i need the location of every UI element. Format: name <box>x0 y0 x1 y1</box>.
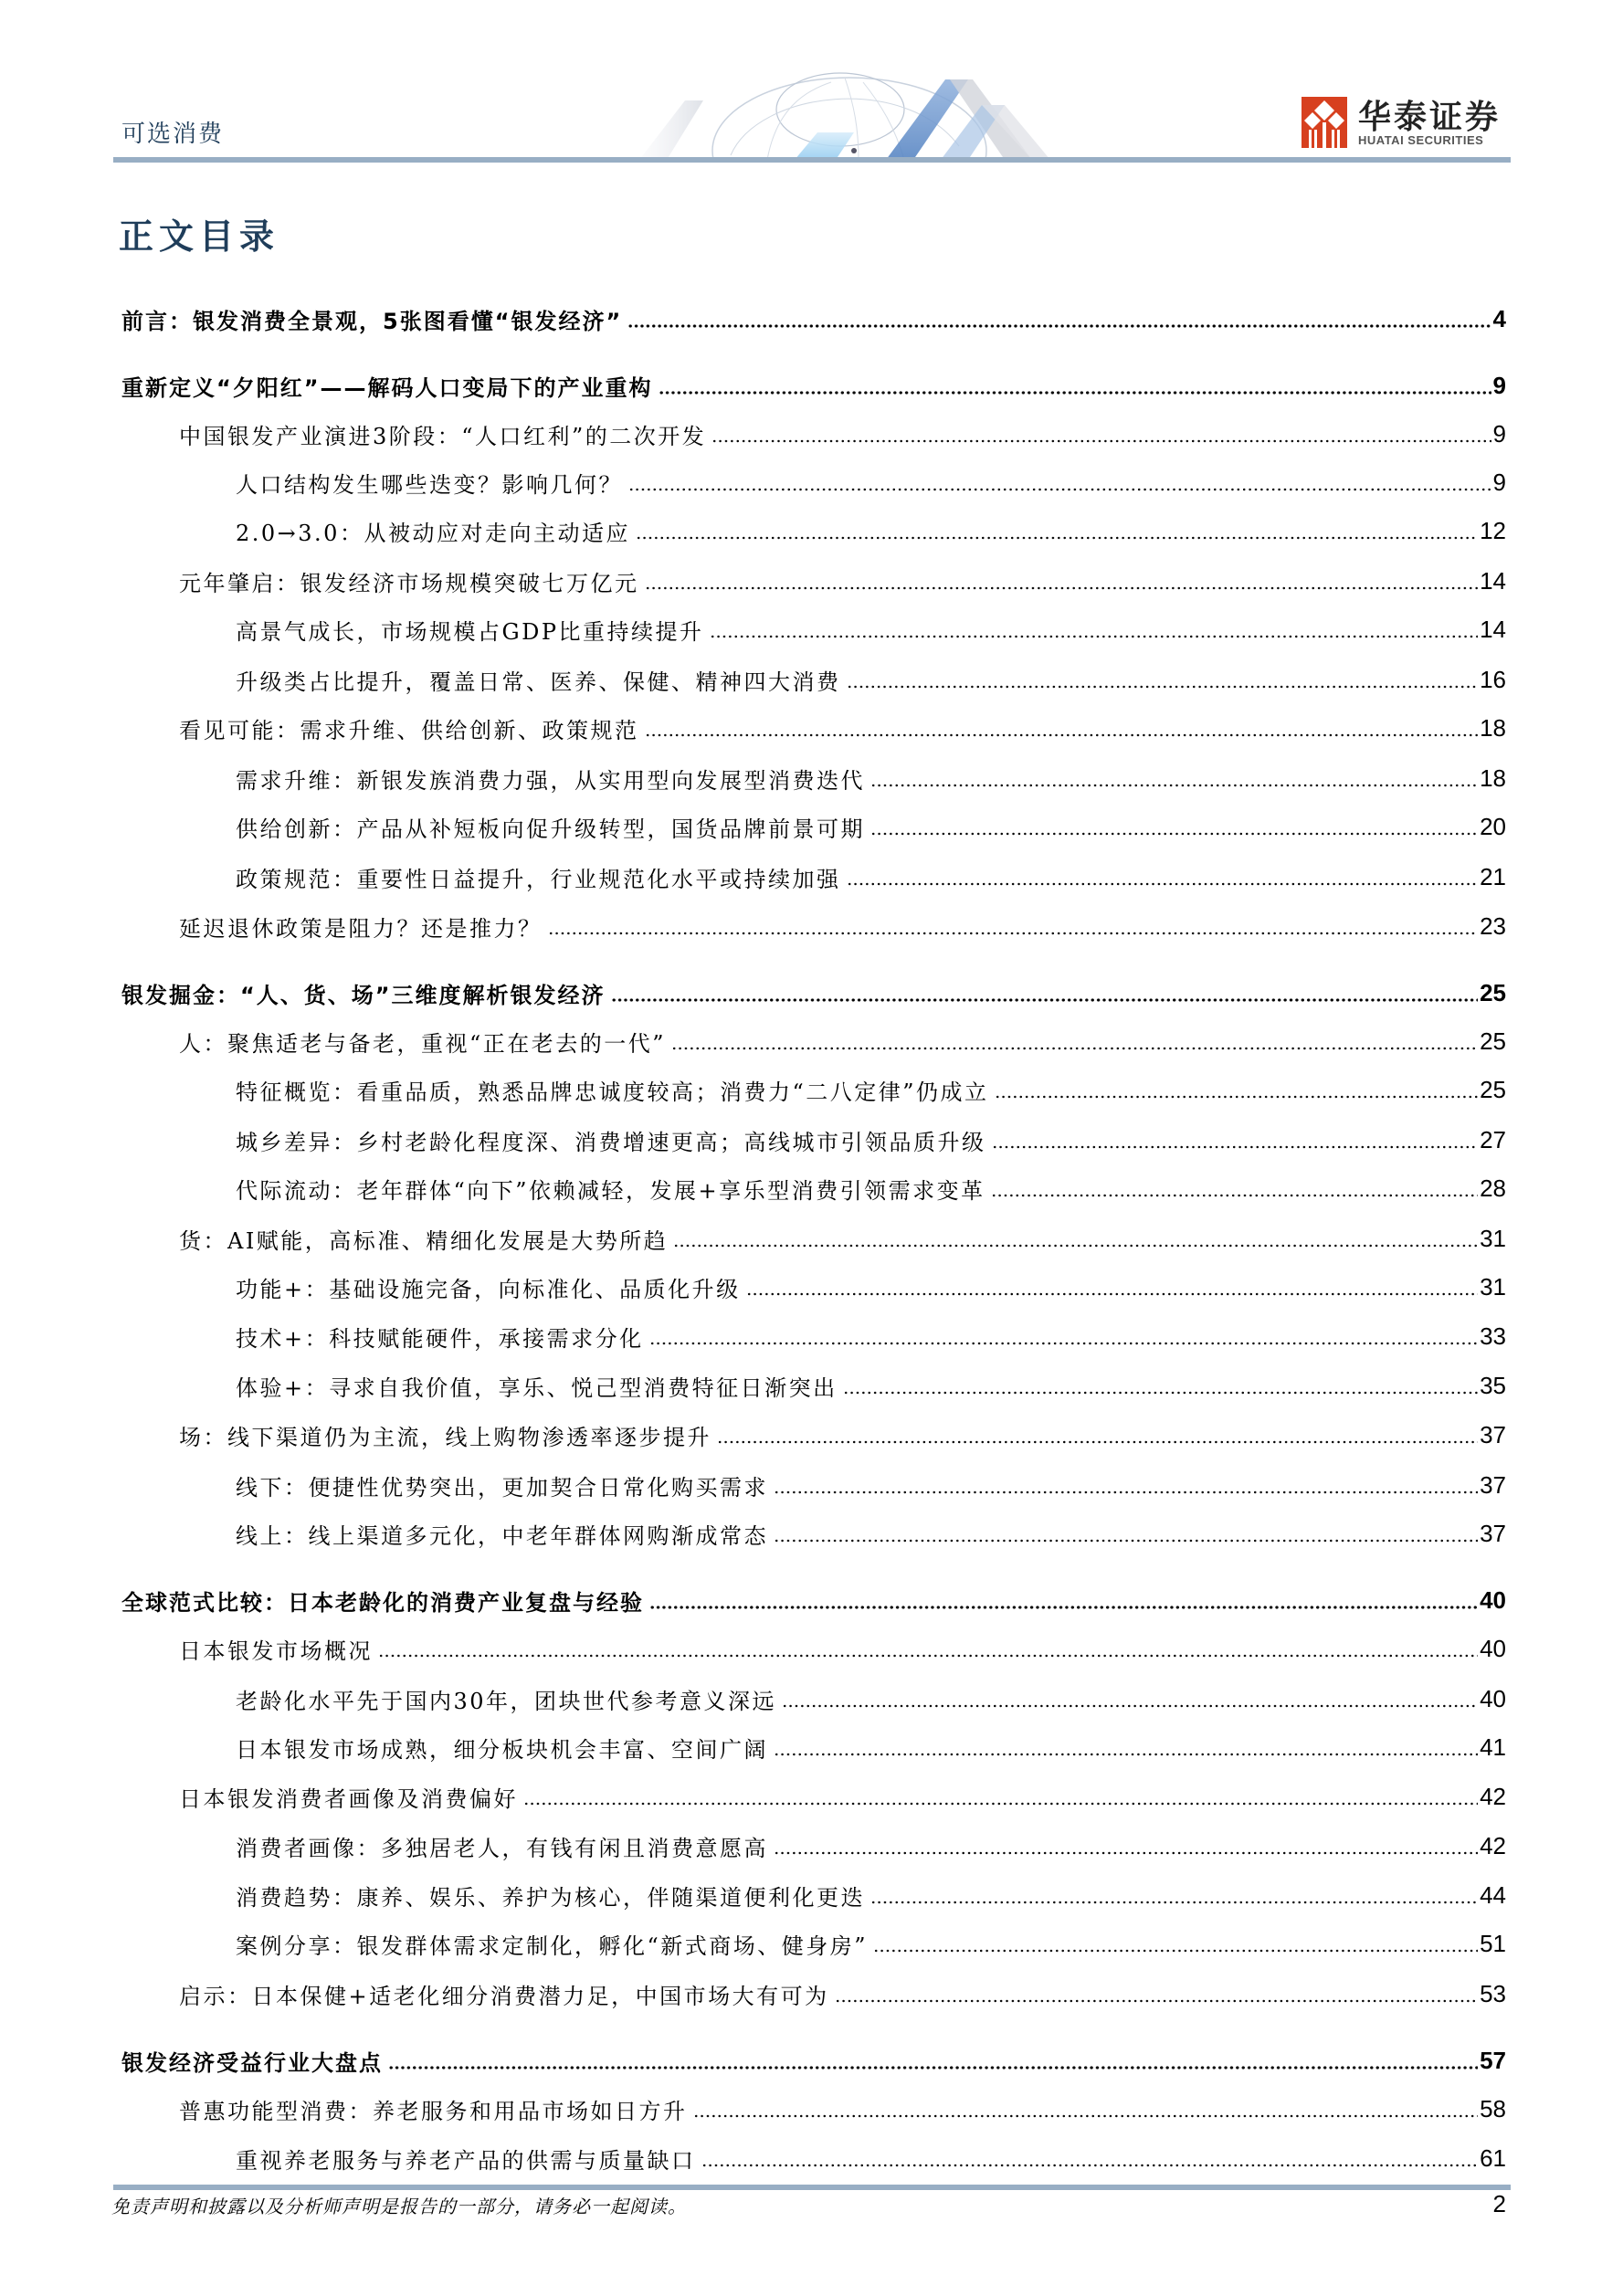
dot-leader <box>693 2114 1479 2118</box>
toc-entry[interactable] <box>236 1321 1506 1352</box>
toc-entry-page: 37 <box>1480 1519 1506 1547</box>
toc-entry-page: 16 <box>1480 665 1506 693</box>
toc-entry-title: 需求升维：新银发族消费力强，从实用型向发展型消费迭代 <box>236 767 865 794</box>
dot-leader <box>711 439 1491 443</box>
dot-leader <box>991 1194 1478 1197</box>
toc-entry[interactable] <box>121 977 1506 1008</box>
toc-entry-page: 37 <box>1480 1420 1506 1448</box>
dot-leader <box>774 1490 1478 1494</box>
toc-entry[interactable] <box>179 712 1506 743</box>
toc-entry-page: 27 <box>1480 1125 1506 1153</box>
toc-entry[interactable] <box>236 1074 1506 1105</box>
toc-entry-page: 42 <box>1480 1782 1506 1810</box>
dot-leader <box>873 1949 1478 1953</box>
toc-entry-page: 33 <box>1480 1322 1506 1350</box>
toc-entry-title: 日本银发消费者画像及消费偏好 <box>179 1785 518 1812</box>
dot-leader <box>847 882 1479 886</box>
dot-leader <box>671 1047 1478 1050</box>
toc-entry[interactable] <box>236 1173 1506 1204</box>
toc-entry-page: 9 <box>1492 419 1506 448</box>
toc-entry-title: 场：线下渠道仍为主流，线上购物渗透率逐步提升 <box>179 1424 711 1450</box>
toc-entry[interactable] <box>179 565 1506 596</box>
toc-entry-title: 高景气成长，市场规模占GDP比重持续提升 <box>236 618 704 645</box>
toc-entry-page: 14 <box>1480 615 1506 643</box>
toc-entry-title: 人：聚焦适老与备老，重视“正在老去的一代” <box>179 1030 667 1057</box>
toc-entry-page: 57 <box>1480 2046 1506 2074</box>
toc-entry-title: 特征概览：看重品质，熟悉品牌忠诚度较高；消费力“二八定律”仍成立 <box>236 1079 989 1105</box>
toc-entry-title: 货：AI赋能，高标准、精细化发展是大势所趋 <box>179 1227 669 1254</box>
toc-entry-title: 线上：线上渠道多元化，中老年群体网购渐成常态 <box>236 1522 768 1549</box>
toc-entry[interactable] <box>236 664 1506 695</box>
toc-entry-page: 40 <box>1480 1634 1506 1662</box>
toc-entry-page: 25 <box>1480 978 1506 1006</box>
toc-entry[interactable] <box>179 418 1506 449</box>
toc-entry-page: 31 <box>1480 1224 1506 1252</box>
toc-entry[interactable] <box>236 1518 1506 1549</box>
toc-entry[interactable] <box>121 303 1506 334</box>
toc-entry[interactable] <box>179 1419 1506 1450</box>
toc-entry[interactable] <box>179 1633 1506 1664</box>
dot-leader <box>645 733 1479 737</box>
toc-entry[interactable] <box>236 1928 1506 1959</box>
toc-entry[interactable] <box>179 1978 1506 2009</box>
disclaimer-note: 免责声明和披露以及分析师声明是报告的一部分，请务必一起阅读。 <box>111 2196 687 2217</box>
toc-entry-page: 53 <box>1480 1979 1506 2007</box>
toc-entry[interactable] <box>236 1880 1506 1911</box>
toc-entry-title: 银发掘金：“人、货、场”三维度解析银发经济 <box>121 982 606 1008</box>
dot-leader <box>774 1851 1478 1855</box>
report-category: 可选消费 <box>121 121 225 148</box>
toc-entry-title: 技术+：科技赋能硬件，承接需求分化 <box>236 1325 644 1352</box>
dot-leader <box>627 324 1491 328</box>
toc-entry-page: 44 <box>1480 1880 1506 1909</box>
toc-entry-page: 61 <box>1480 2143 1506 2172</box>
toc-entry[interactable] <box>236 1124 1506 1155</box>
toc-entry-page: 12 <box>1480 516 1506 544</box>
toc-entry-page: 35 <box>1480 1371 1506 1399</box>
toc-entry[interactable] <box>179 1223 1506 1254</box>
page-title: 正文目录 <box>119 216 280 257</box>
dot-leader <box>673 1244 1478 1248</box>
toc-entry-title: 延迟退休政策是阻力？还是推力？ <box>179 915 543 942</box>
toc-entry-title: 功能+：基础设施完备，向标准化、品质化升级 <box>236 1276 741 1302</box>
toc-entry-page: 20 <box>1480 812 1506 840</box>
dot-leader <box>995 1095 1479 1099</box>
dot-leader <box>992 1145 1479 1149</box>
toc-entry[interactable] <box>236 2143 1506 2174</box>
dot-leader <box>717 1440 1478 1444</box>
toc-entry-page: 25 <box>1480 1075 1506 1103</box>
dot-leader <box>649 1606 1478 1609</box>
toc-entry[interactable] <box>179 1026 1506 1057</box>
toc-entry-page: 51 <box>1480 1929 1506 1957</box>
toc-entry-title: 重视养老服务与养老产品的供需与质量缺口 <box>236 2147 696 2174</box>
toc-entry-title: 中国银发产业演进3阶段：“人口红利”的二次开发 <box>179 423 707 449</box>
toc-entry[interactable] <box>236 1830 1506 1861</box>
toc-entry-title: 2.0→3.0：从被动应对走向主动适应 <box>236 520 630 546</box>
dot-leader <box>548 932 1479 935</box>
toc-entry[interactable] <box>236 1732 1506 1763</box>
huatai-logo <box>1302 91 1521 152</box>
toc-entry[interactable] <box>236 763 1506 794</box>
dot-leader <box>645 586 1479 590</box>
toc-entry-page: 37 <box>1480 1470 1506 1499</box>
toc-entry-title: 供给创新：产品从补短板向促升级转型，国货品牌前景可期 <box>236 816 865 842</box>
toc-entry-page: 21 <box>1480 862 1506 890</box>
toc-entry-page: 40 <box>1480 1684 1506 1712</box>
toc-entry-title: 代际流动：老年群体“向下”依赖减轻，发展+享乐型消费引领需求变革 <box>236 1177 985 1204</box>
toc-entry-title: 日本银发市场概况 <box>179 1638 373 1664</box>
toc-entry-title: 体验+：寻求自我价值，享乐、悦己型消费特征日渐突出 <box>236 1374 838 1401</box>
toc-entry-title: 案例分享：银发群体需求定制化，孵化“新式商场、健身房” <box>236 1933 869 1959</box>
toc-entry-title: 普惠功能型消费：养老服务和用品市场如日方升 <box>179 2098 688 2124</box>
toc-entry-title: 人口结构发生哪些迭变？影响几何？ <box>236 471 623 498</box>
toc-entry-title: 元年肇启：银发经济市场规模突破七万亿元 <box>179 570 639 596</box>
toc-entry-title: 重新定义“夕阳红”——解码人口变局下的产业重构 <box>121 374 653 401</box>
toc-entry-title: 老龄化水平先于国内30年，团块世代参考意义深远 <box>236 1688 777 1714</box>
toc-entry-title: 线下：便捷性优势突出，更加契合日常化购买需求 <box>236 1474 768 1501</box>
toc-entry-page: 41 <box>1480 1733 1506 1761</box>
dot-leader <box>710 635 1479 638</box>
toc-entry[interactable] <box>121 2045 1506 2076</box>
logo-english-name: HUATAI SECURITIES <box>1358 133 1484 147</box>
dot-leader <box>870 1901 1478 1904</box>
toc-entry-title: 看见可能：需求升维、供给创新、政策规范 <box>179 717 639 743</box>
toc-entry[interactable] <box>179 1781 1506 1812</box>
dot-leader <box>774 1753 1478 1756</box>
toc-entry-title: 前言：银发消费全景观，5张图看懂“银发经济” <box>121 308 623 334</box>
footer-rule <box>113 2185 1511 2190</box>
dot-leader <box>611 998 1479 1002</box>
toc-entry[interactable] <box>236 1469 1506 1501</box>
dot-leader <box>378 1654 1478 1658</box>
toc-entry-title: 消费者画像：多独居老人，有钱有闲且消费意愿高 <box>236 1835 768 1861</box>
dot-leader <box>701 2164 1479 2167</box>
toc-entry[interactable] <box>236 1370 1506 1401</box>
toc-entry[interactable] <box>236 861 1506 892</box>
page-number: 2 <box>1492 2190 1506 2217</box>
logo-chinese-name: 华泰证券 <box>1358 99 1502 136</box>
dot-leader <box>523 1802 1478 1806</box>
header-rule <box>113 157 1511 163</box>
toc-entry[interactable] <box>236 614 1506 645</box>
dot-leader <box>870 784 1478 787</box>
toc-entry[interactable] <box>121 1585 1506 1616</box>
toc-entry[interactable] <box>236 1683 1506 1714</box>
toc-entry-title: 启示：日本保健+适老化细分消费潜力足，中国市场大有可为 <box>179 1983 829 2009</box>
toc-entry[interactable] <box>236 515 1506 546</box>
toc-entry-page: 28 <box>1480 1174 1506 1202</box>
dot-leader <box>782 1704 1478 1708</box>
dot-leader <box>388 2066 1478 2070</box>
toc-entry-page: 14 <box>1480 566 1506 595</box>
dot-leader <box>636 536 1478 540</box>
dot-leader <box>659 391 1491 395</box>
toc-entry-page: 58 <box>1480 2094 1506 2122</box>
toc-entry-page: 42 <box>1480 1831 1506 1859</box>
toc-entry-page: 18 <box>1480 713 1506 742</box>
huatai-logo-icon <box>1302 97 1347 148</box>
toc-entry-title: 消费趋势：康养、娱乐、养护为核心，伴随渠道便利化更迭 <box>236 1884 865 1911</box>
toc-entry[interactable] <box>179 911 1506 942</box>
toc-entry-page: 18 <box>1480 764 1506 792</box>
toc-entry-page: 4 <box>1492 304 1506 332</box>
toc-entry-title: 日本银发市场成熟，细分板块机会丰富、空间广阔 <box>236 1736 768 1763</box>
dot-leader <box>649 1342 1478 1345</box>
header-globe-graphic <box>630 55 1069 160</box>
toc-entry[interactable] <box>236 1271 1506 1302</box>
toc-entry-title: 城乡差异：乡村老龄化程度深、消费增速更高；高线城市引领品质升级 <box>236 1129 986 1155</box>
toc-entry-page: 9 <box>1492 371 1506 399</box>
toc-entry-page: 25 <box>1480 1027 1506 1055</box>
dot-leader <box>847 685 1479 689</box>
dot-leader <box>843 1391 1478 1395</box>
dot-leader <box>774 1539 1478 1543</box>
toc-entry-page: 40 <box>1480 1585 1506 1614</box>
toc-entry-title: 全球范式比较：日本老龄化的消费产业复盘与经验 <box>121 1589 644 1616</box>
toc-entry[interactable] <box>236 467 1506 498</box>
toc-entry-title: 银发经济受益行业大盘点 <box>121 2049 383 2076</box>
dot-leader <box>746 1292 1478 1296</box>
dot-leader <box>628 488 1491 491</box>
toc-entry[interactable] <box>236 811 1506 842</box>
toc-entry-title: 升级类占比提升，覆盖日常、医养、保健、精神四大消费 <box>236 669 841 695</box>
toc-entry-page: 31 <box>1480 1272 1506 1301</box>
toc-entry-page: 9 <box>1492 468 1506 496</box>
toc-entry-page: 23 <box>1480 911 1506 940</box>
dot-leader <box>870 832 1478 836</box>
toc-entry[interactable] <box>121 370 1506 401</box>
dot-leader <box>835 1999 1478 2003</box>
toc-entry[interactable] <box>179 2093 1506 2124</box>
toc-entry-title: 政策规范：重要性日益提升，行业规范化水平或持续加强 <box>236 866 841 892</box>
